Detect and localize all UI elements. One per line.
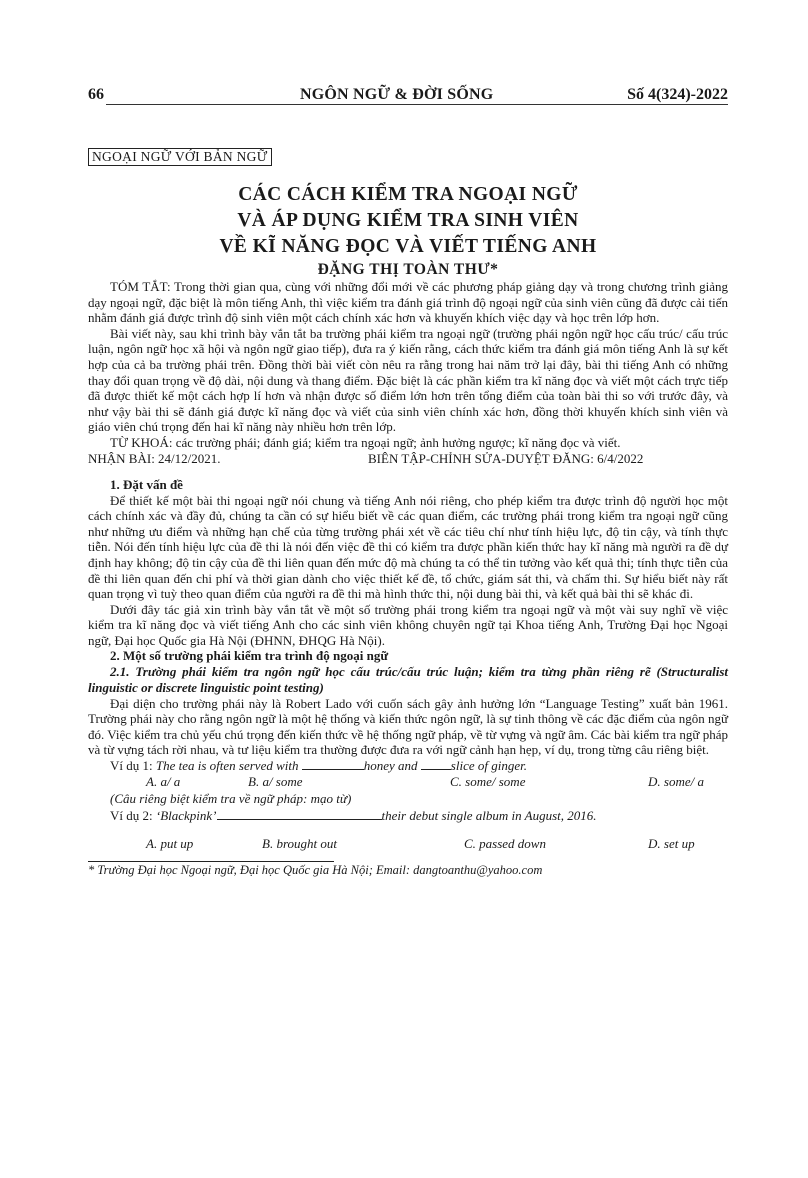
subsection-heading: 2.1. Trường phái kiểm tra ngôn ngữ học cấu trúc/cấu trúc luận; kiểm tra từng phần riêng rẽ (Structuralist linguistic or discrete linguistic point testing) (88, 664, 728, 696)
received-date: NHẬN BÀI: 24/12/2021. (88, 450, 221, 466)
footnote: * Trường Đại học Ngoại ngữ, Đại học Quốc gia Hà Nội; Email: dangtoanthu@yahoo.com (88, 863, 543, 878)
option: C. passed down (464, 836, 546, 852)
body-paragraph: Để thiết kế một bài thi ngoại ngữ nói chung và tiếng Anh nói riêng, cho phép kiểm tra được trình độ người học một cách chính xác và đầy đủ, chúng ta cần có sự hiểu biết về các quan điểm, các trường phái trong kiểm tra ngoại ngữ cũng như những ưu điểm và những hạn chế của từng trường phái xét về các tiêu chí như tính hiệu lực, độ tin cậy, và tính thực tiễn. Nói đến tính hiệu lực của đề thi là nói đến việc đề thi có kiểm tra được phần kiến thức hay kĩ năng mà người ra đề dự định hay không; độ tin cậy của đề thi liên quan đến mức độ mà chúng ta có thể tin tưởng vào kết quả thi; tính thực tiễn của đề thi liên quan đến chi phí và thời gian dành cho việc thiết kế đề, tổ chức, giám sát thi, và chấm thi. Sự hiểu biết này rất quan trọng vì tuỳ theo quan điểm của người ra đề thi mà hình thức thi, nội dung bài thi, và kết quả bài thi sẽ khác đi. (88, 492, 728, 602)
answer-blank (302, 758, 364, 770)
abstract (88, 279, 728, 467)
keywords: TỪ KHOÁ: các trường phái; đánh giá; kiểm tra ngoại ngữ; ảnh hưởng ngược; kĩ năng đọc và viết. (110, 434, 621, 450)
option: A. a/ a (146, 774, 181, 790)
accepted-date: BIÊN TẬP-CHỈNH SỬA-DUYỆT ĐĂNG: 6/4/2022 (368, 450, 644, 466)
body-paragraph: Dưới đây tác giả xin trình bày vắn tắt về một số trường phái trong kiểm tra ngoại ngữ và một vài suy nghĩ về việc kiểm tra kĩ năng đọc và viết tiếng Anh cho các sinh viên không chuyên ngữ tại Khoa tiếng Anh, Trường Đại học Ngoại ngữ, Đại học Quốc gia Hà Nội (ĐHNN, ĐHQG Hà Nội). (88, 601, 728, 648)
header-rule (106, 104, 728, 105)
example-1 (88, 758, 728, 774)
example-text: slice of ginger. (450, 758, 527, 774)
option: B. a/ some (248, 774, 303, 790)
title-line: VỀ KĨ NĂNG ĐỌC VÀ VIẾT TIẾNG ANH (219, 236, 597, 257)
example-text: The tea is often served with (155, 758, 302, 774)
example-2-options (88, 836, 728, 853)
answer-blank (421, 758, 451, 770)
abstract-paragraph: Bài viết này, sau khi trình bày vắn tắt ba trường phái kiểm tra ngoại ngữ (trường phái ngôn ngữ học cấu trúc/ cấu trúc luận, ngôn ngữ học xã hội và ngôn ngữ giao tiếp), đưa ra ý kiến rằng, cách thức kiểm tra đánh giá môn tiếng Anh là sự kết hợp của cả ba trường phái trên. Đồng thời bài viết còn nêu ra rằng trong hai năm trở lại đây, bài thi tiếng Anh có những thay đổi quan trọng về độ dài, nội dung và thang điểm. Đặc biệt là các phần kiểm tra kĩ năng đọc và viết một cách trực tiếp đã được thiết kế một cách hợp lí hơn và nhận được số điểm lớn hơn trên tổng điểm của toàn bài thi so với trước đây, và như vậy bài thi sẽ đánh giá được kĩ năng đọc và viết của sinh viên chính xác hơn, đồng thời khuyến khích sinh viên và giáo viên chú trọng đến hai kĩ năng này nhiều hơn trên lớp. (88, 325, 728, 435)
section-heading: 1. Đặt vấn đề (110, 476, 183, 492)
page-number: 66 (88, 86, 104, 103)
example-note: (Câu riêng biệt kiểm tra về ngữ pháp: mạo từ) (110, 791, 352, 807)
example-2 (88, 808, 728, 824)
option: A. put up (146, 836, 194, 852)
answer-blank (217, 808, 382, 820)
author-name: ĐẶNG THỊ TOÀN THƯ* (317, 261, 499, 278)
example-text: ‘Blackpink’ (155, 808, 217, 824)
section-heading: 2. Một số trường phái kiểm tra trình độ ngoại ngữ (110, 648, 389, 664)
abstract-paragraph: TÓM TẮT: Trong thời gian qua, cùng với những đổi mới về các phương pháp giảng dạy và trong chương trình giảng dạy ngoại ngữ, đặc biệt là môn tiếng Anh, thì việc kiểm tra đánh giá trình độ ngoại ngữ của sinh viên cũng đã được cải tiến nhằm đánh giá được trình độ sinh viên một cách chính xác hơn và khuyến khích việc dạy và học trên lớp hơn. (88, 279, 728, 326)
title-line: CÁC CÁCH KIỂM TRA NGOẠI NGỮ (238, 184, 578, 205)
example-text: their debut single album in August, 2016. (381, 808, 597, 824)
section-tag: NGOẠI NGỮ VỚI BẢN NGỮ (88, 148, 272, 166)
example-text: honey and (363, 758, 421, 774)
option: D. some/ a (648, 774, 704, 790)
option: B. brought out (262, 836, 337, 852)
journal-page (88, 86, 728, 878)
example-1-options (88, 774, 728, 791)
example-label: Ví dụ 2: (110, 808, 156, 824)
article-title (88, 182, 728, 260)
option: D. set up (648, 836, 695, 852)
example-label: Ví dụ 1: (110, 758, 156, 774)
title-line: VÀ ÁP DỤNG KIỂM TRA SINH VIÊN (237, 210, 579, 231)
journal-name: NGÔN NGỮ & ĐỜI SỐNG (300, 86, 494, 103)
option: C. some/ some (450, 774, 526, 790)
dates-row (88, 451, 728, 467)
running-header (88, 86, 728, 110)
issue-number: Số 4(324)-2022 (627, 86, 728, 103)
body-paragraph: Đại diện cho trường phái này là Robert Lado với cuốn sách gây ảnh hưởng lớn “Language Testing” xuất bản 1961. Trường phái này cho rằng ngôn ngữ là một hệ thống và kiến thức ngôn ngữ, là sự tinh thông về các đặc điểm của ngôn ngữ đó. Việc kiểm tra chủ yếu chú trọng đến kiến thức về hệ thống ngữ pháp, về từ vựng và ngữ âm. Các bài kiểm tra ngữ pháp và từ vựng tách rời nhau, và tư liệu kiểm tra thường được đưa ra với ngữ cảnh hạn hẹp, ví dụ, trong từng câu riêng biệt. (88, 695, 728, 758)
